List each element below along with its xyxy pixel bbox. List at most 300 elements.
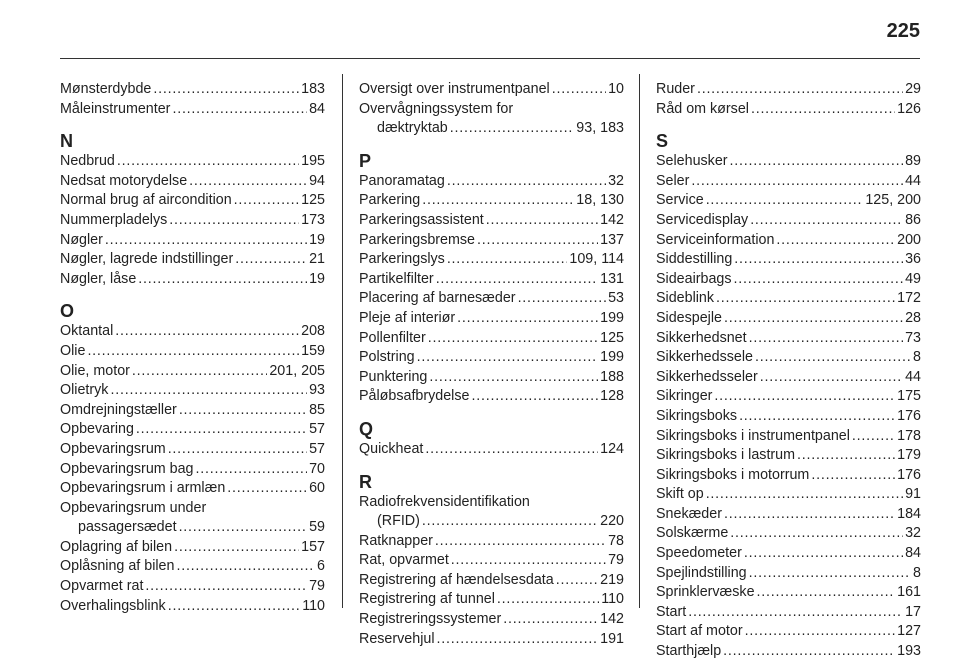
leader-dots xyxy=(169,211,299,231)
index-entry-label: passagersædet xyxy=(78,519,177,536)
index-entry-label: Service xyxy=(656,192,704,209)
index-entry-page: 84 xyxy=(309,100,325,117)
index-entry xyxy=(60,518,325,538)
index-letter-heading: Q xyxy=(359,418,374,439)
index-entry-label: Solskærme xyxy=(656,525,729,542)
index-column-1 xyxy=(60,80,325,616)
index-entry-label: Spejlindstilling xyxy=(656,564,747,581)
index-entry-label: Rat, opvarmet xyxy=(359,552,449,569)
index-entry-page: 17 xyxy=(905,603,921,620)
index-entry xyxy=(60,270,325,290)
index-entry-page: 184 xyxy=(897,505,921,522)
index-entry-page: 172 xyxy=(897,290,921,307)
leader-dots xyxy=(503,610,598,630)
leader-dots xyxy=(750,211,903,231)
index-entry xyxy=(656,231,921,251)
index-entry xyxy=(60,362,325,382)
index-entry-label: Seler xyxy=(656,172,690,189)
leader-dots xyxy=(105,231,307,251)
index-entry-label: Start xyxy=(656,603,687,620)
index-entry-page: 18, 130 xyxy=(576,192,624,209)
index-entry xyxy=(656,466,921,486)
leader-dots xyxy=(518,289,607,309)
index-entry xyxy=(60,322,325,342)
index-entry-label: Serviceinformation xyxy=(656,231,775,248)
index-entry-page: 219 xyxy=(600,571,624,588)
leader-dots xyxy=(435,532,606,552)
index-entry xyxy=(60,440,325,460)
index-entry-label: Nøgler xyxy=(60,231,103,248)
leader-dots xyxy=(497,590,599,610)
index-entry xyxy=(656,642,921,662)
leader-dots xyxy=(745,622,896,642)
leader-dots xyxy=(429,368,598,388)
index-entry xyxy=(359,172,624,192)
leader-dots xyxy=(179,401,307,421)
index-entry-label: Reservehjul xyxy=(359,630,435,647)
leader-dots xyxy=(716,289,895,309)
index-entry-page: 86 xyxy=(905,211,921,228)
leader-dots xyxy=(734,250,903,270)
leader-dots xyxy=(428,329,598,349)
index-entry-multiline xyxy=(359,100,624,139)
leader-dots xyxy=(174,538,299,558)
index-entry-page: 19 xyxy=(309,270,325,287)
leader-dots xyxy=(471,387,598,407)
index-entry-page: 60 xyxy=(309,480,325,497)
leader-dots xyxy=(227,479,307,499)
index-entry-label: Opbevaring xyxy=(60,421,134,438)
index-entry xyxy=(656,211,921,231)
index-entry xyxy=(359,119,624,139)
index-entry xyxy=(656,407,921,427)
index-entry-page: 49 xyxy=(905,270,921,287)
index-entry-label: Opbevaringsrum xyxy=(60,440,166,457)
leader-dots xyxy=(196,460,308,480)
index-entry-label: Skift op xyxy=(656,486,704,503)
index-entry-page: 159 xyxy=(301,342,325,359)
leader-dots xyxy=(457,309,598,329)
index-entry-label: Parkering xyxy=(359,192,421,209)
index-entry xyxy=(60,80,325,100)
index-entry-label: Siddestilling xyxy=(656,251,733,268)
index-entry-label: (RFID) xyxy=(377,513,420,530)
index-entry-label: Mønsterdybde xyxy=(60,81,152,97)
index-entry-label: Placering af barnesæder xyxy=(359,290,516,307)
leader-dots xyxy=(760,368,903,388)
index-entry xyxy=(359,80,624,100)
leader-dots xyxy=(136,420,307,440)
leader-dots xyxy=(145,577,307,597)
index-entry xyxy=(359,250,624,270)
index-entry-page: 175 xyxy=(897,388,921,405)
index-entry xyxy=(60,152,325,172)
index-entry-label: Opbevaringsrum bag xyxy=(60,460,194,477)
leader-dots xyxy=(744,544,903,564)
index-entry xyxy=(60,250,325,270)
index-entry-label: Normal brug af aircondition xyxy=(60,192,232,209)
index-entry xyxy=(60,231,325,251)
index-entry-label: Registrering af hændelsesdata xyxy=(359,571,554,588)
index-entry xyxy=(656,485,921,505)
leader-dots xyxy=(138,270,307,290)
index-entry-page: 125, 200 xyxy=(865,192,921,209)
index-entry-label: Radiofrekvensidentifikation xyxy=(359,493,530,510)
index-entry-label: Omdrejningstæller xyxy=(60,401,177,418)
leader-dots xyxy=(417,348,599,368)
index-entry xyxy=(60,100,325,120)
index-entry-page: 131 xyxy=(600,270,624,287)
index-entry-page: 93 xyxy=(309,382,325,399)
leader-dots xyxy=(422,191,574,211)
leader-dots xyxy=(697,80,903,100)
index-letter-heading: P xyxy=(359,150,372,171)
index-entry-label: Måleinstrumenter xyxy=(60,100,171,117)
index-entry-page: 110 xyxy=(302,597,325,614)
index-entry xyxy=(359,551,624,571)
index-entry xyxy=(656,446,921,466)
leader-dots xyxy=(234,191,299,211)
index-entry-label: Registreringssystemer xyxy=(359,611,502,628)
index-entry xyxy=(656,191,921,211)
leader-dots xyxy=(724,505,895,525)
index-entry xyxy=(60,191,325,211)
leader-dots xyxy=(691,172,903,192)
index-entry-page: 176 xyxy=(897,407,921,424)
index-entry xyxy=(359,610,624,630)
leader-dots xyxy=(749,564,911,584)
index-entry xyxy=(60,538,325,558)
index-entry xyxy=(359,440,624,460)
index-letter-heading: N xyxy=(60,131,73,152)
index-entry-page: 94 xyxy=(309,172,325,189)
leader-dots xyxy=(168,597,301,617)
index-entry xyxy=(656,544,921,564)
index-entry xyxy=(656,172,921,192)
index-entry xyxy=(359,368,624,388)
index-entry-label: Sikringer xyxy=(656,388,713,405)
leader-dots xyxy=(556,571,598,591)
index-entry-page: 200 xyxy=(897,231,921,248)
index-entry-page: 188 xyxy=(600,368,624,385)
index-entry-label: Oplåsning af bilen xyxy=(60,558,175,575)
index-entry-label: Sideblink xyxy=(656,290,715,307)
index-entry xyxy=(656,100,921,120)
index-entry-page: 191 xyxy=(600,630,624,647)
index-entry xyxy=(359,191,624,211)
index-entry-page: 8 xyxy=(913,564,921,581)
index-entry xyxy=(60,577,325,597)
index-entry xyxy=(656,152,921,172)
leader-dots xyxy=(87,342,299,362)
index-entry xyxy=(359,329,624,349)
leader-dots xyxy=(706,191,864,211)
index-entry-label: Start af motor xyxy=(656,623,743,640)
index-entry xyxy=(60,460,325,480)
index-entry-label: Sikkerhedsnet xyxy=(656,329,747,346)
index-entry-label: Sprinklervæske xyxy=(656,584,755,601)
index-entry-page: 193 xyxy=(897,643,921,660)
leader-dots xyxy=(552,80,606,100)
index-entry-page: 10 xyxy=(608,81,624,97)
index-entry-page: 73 xyxy=(905,329,921,346)
leader-dots xyxy=(168,440,307,460)
index-entry xyxy=(656,427,921,447)
index-entry-multiline xyxy=(359,493,624,532)
index-letter-heading: O xyxy=(60,301,75,322)
leader-dots xyxy=(749,329,903,349)
index-entry-page: 128 xyxy=(600,388,624,405)
leader-dots xyxy=(422,512,598,532)
index-entry xyxy=(60,420,325,440)
index-entry-page: 173 xyxy=(301,211,325,228)
index-entry-page: 109, 114 xyxy=(569,251,624,268)
index-entry-label: Overvågningssystem for xyxy=(359,100,514,117)
index-entry xyxy=(60,381,325,401)
index-entry-label: Pollenfilter xyxy=(359,329,426,346)
index-entry-label: Parkeringsassistent xyxy=(359,211,484,228)
index-entry-label: dæktryktab xyxy=(377,120,448,137)
index-entry-page: 44 xyxy=(905,368,921,385)
index-entry-page: 157 xyxy=(301,538,325,555)
leader-dots xyxy=(755,348,911,368)
leader-dots xyxy=(110,381,307,401)
index-entry-page: 183 xyxy=(301,81,325,97)
index-entry-page: 70 xyxy=(309,460,325,477)
leader-dots xyxy=(751,100,895,120)
index-entry-page: 59 xyxy=(309,519,325,536)
index-entry xyxy=(656,583,921,603)
index-entry-label: Olie, motor xyxy=(60,362,130,379)
index-entry-page: 208 xyxy=(301,323,325,340)
index-entry xyxy=(359,512,624,532)
leader-dots xyxy=(797,446,895,466)
index-letter-heading: R xyxy=(359,471,372,492)
leader-dots xyxy=(734,270,904,290)
page-number: 225 xyxy=(886,20,920,42)
index-entry xyxy=(60,211,325,231)
index-entry-page: 142 xyxy=(600,211,624,228)
index-entry xyxy=(359,387,624,407)
index-entry-label: Ratknapper xyxy=(359,532,433,549)
index-entry-page: 78 xyxy=(608,532,624,549)
index-entry-label: Partikelfilter xyxy=(359,270,434,287)
index-entry-label: Sidespejle xyxy=(656,309,722,326)
index-entry-page: 125 xyxy=(600,329,624,346)
leader-dots xyxy=(153,80,299,100)
leader-dots xyxy=(176,557,315,577)
index-entry-multiline xyxy=(60,499,325,538)
leader-dots xyxy=(811,466,895,486)
index-entry xyxy=(60,172,325,192)
leader-dots xyxy=(730,152,904,172)
leader-dots xyxy=(739,407,895,427)
index-entry-page: 110 xyxy=(601,591,624,608)
index-entry xyxy=(656,348,921,368)
index-entry-label: Punktering xyxy=(359,368,428,385)
leader-dots xyxy=(724,309,903,329)
index-entry-label: Starthjælp xyxy=(656,643,722,660)
leader-dots xyxy=(486,211,598,231)
leader-dots xyxy=(706,485,903,505)
leader-dots xyxy=(730,524,903,544)
leader-dots xyxy=(437,630,599,650)
leader-dots xyxy=(477,231,598,251)
index-entry-page: 44 xyxy=(905,172,921,189)
index-entry xyxy=(656,524,921,544)
index-entry xyxy=(656,329,921,349)
index-entry xyxy=(656,270,921,290)
leader-dots xyxy=(235,250,307,270)
leader-dots xyxy=(447,250,568,270)
column-separator xyxy=(342,74,343,608)
index-entry-page: 178 xyxy=(897,427,921,444)
header-rule xyxy=(60,58,920,59)
index-entry-page: 142 xyxy=(600,611,624,628)
index-entry-label: Overhalingsblink xyxy=(60,597,166,614)
index-entry-label: Olietryk xyxy=(60,382,109,399)
index-entry-label: Pleje af interiør xyxy=(359,309,456,326)
index-entry xyxy=(60,479,325,499)
index-entry-label: Sikkerhedsseler xyxy=(656,368,758,385)
index-entry-label: Olie xyxy=(60,342,86,359)
index-entry-page: 127 xyxy=(897,623,921,640)
index-entry-label: Selehusker xyxy=(656,153,728,170)
leader-dots xyxy=(714,387,895,407)
index-entry-page: 8 xyxy=(913,349,921,366)
leader-dots xyxy=(723,642,895,662)
index-entry-label: Panoramatag xyxy=(359,172,445,189)
index-entry xyxy=(656,309,921,329)
index-entry-label: Nedbrud xyxy=(60,153,115,170)
index-entry-page: 85 xyxy=(309,401,325,418)
leader-dots xyxy=(852,427,895,447)
index-entry xyxy=(359,289,624,309)
index-entry-label: Sikringsboks i instrumentpanel xyxy=(656,427,850,444)
index-entry xyxy=(60,557,325,577)
index-entry-label: Speedometer xyxy=(656,545,742,562)
index-entry xyxy=(60,342,325,362)
index-entry xyxy=(60,597,325,617)
index-entry-label: Nøgler, lagrede indstillinger xyxy=(60,251,234,268)
index-entry-page: 29 xyxy=(905,81,921,97)
index-entry-page: 28 xyxy=(905,309,921,326)
index-entry-page: 57 xyxy=(309,421,325,438)
index-entry-page: 179 xyxy=(897,447,921,464)
leader-dots xyxy=(172,100,307,120)
index-entry-page: 176 xyxy=(897,466,921,483)
leader-dots xyxy=(451,551,606,571)
index-entry xyxy=(656,564,921,584)
index-entry xyxy=(656,603,921,623)
index-entry-page: 79 xyxy=(608,552,624,569)
index-entry-page: 53 xyxy=(608,290,624,307)
index-entry-page: 161 xyxy=(897,584,921,601)
index-entry-page: 201, 205 xyxy=(269,362,325,379)
leader-dots xyxy=(436,270,598,290)
leader-dots xyxy=(688,603,903,623)
index-column-3 xyxy=(656,80,921,662)
index-entry-page: 36 xyxy=(905,251,921,268)
leader-dots xyxy=(132,362,267,382)
index-entry-page: 124 xyxy=(600,440,624,457)
index-entry xyxy=(359,211,624,231)
leader-dots xyxy=(776,231,895,251)
index-letter-heading: S xyxy=(656,131,669,152)
index-entry-label: Opbevaringsrum i armlæn xyxy=(60,480,226,497)
index-entry-label: Nummerpladelys xyxy=(60,211,168,228)
index-entry-page: 220 xyxy=(600,513,624,530)
index-entry-label: Snekæder xyxy=(656,505,722,522)
column-separator xyxy=(639,74,640,608)
index-entry xyxy=(359,348,624,368)
index-entry xyxy=(359,309,624,329)
leader-dots xyxy=(447,172,606,192)
index-entry-label: Servicedisplay xyxy=(656,211,749,228)
index-entry-label: Sikkerhedssele xyxy=(656,349,753,366)
index-entry-page: 199 xyxy=(600,309,624,326)
index-entry xyxy=(656,368,921,388)
index-entry xyxy=(656,505,921,525)
index-entry-page: 21 xyxy=(309,251,325,268)
index-entry-page: 32 xyxy=(608,172,624,189)
index-entry-label: Ruder xyxy=(656,81,695,97)
index-entry-label: Råd om kørsel xyxy=(656,100,749,117)
index-entry xyxy=(359,532,624,552)
index-entry-page: 6 xyxy=(317,558,325,575)
index-entry-label: Sideairbags xyxy=(656,270,732,287)
leader-dots xyxy=(117,152,299,172)
index-entry-label: Registrering af tunnel xyxy=(359,591,495,608)
leader-dots xyxy=(115,322,299,342)
index-entry xyxy=(359,270,624,290)
index-entry-page: 19 xyxy=(309,231,325,248)
index-entry xyxy=(656,289,921,309)
index-entry-label: Sikringsboks i motorrum xyxy=(656,466,810,483)
index-entry-page: 199 xyxy=(600,349,624,366)
index-entry-page: 93, 183 xyxy=(576,120,624,137)
index-entry xyxy=(359,630,624,650)
index-entry-label: Polstring xyxy=(359,349,415,366)
index-entry-label: Oplagring af bilen xyxy=(60,538,173,555)
index-entry-page: 89 xyxy=(905,153,921,170)
leader-dots xyxy=(757,583,896,603)
index-entry-label: Sikringsboks xyxy=(656,407,738,424)
index-entry-label: Påløbsafbrydelse xyxy=(359,388,470,405)
index-entry-label: Nøgler, låse xyxy=(60,270,137,287)
index-column-2 xyxy=(359,80,624,649)
index-entry-page: 32 xyxy=(905,525,921,542)
index-entry-label: Opvarmet rat xyxy=(60,578,144,595)
index-entry xyxy=(656,387,921,407)
leader-dots xyxy=(450,119,575,139)
index-entry-label: Quickheat xyxy=(359,440,424,457)
index-entry xyxy=(656,80,921,100)
index-entry xyxy=(60,401,325,421)
index-entry-page: 126 xyxy=(897,100,921,117)
index-entry-label: Opbevaringsrum under xyxy=(60,499,207,516)
index-entry-label: Sikringsboks i lastrum xyxy=(656,447,796,464)
index-entry-label: Nedsat motorydelse xyxy=(60,172,188,189)
index-entry xyxy=(656,250,921,270)
leader-dots xyxy=(189,172,307,192)
index-entry xyxy=(656,622,921,642)
index-entry-label: Oversigt over instrumentpanel xyxy=(359,81,550,97)
leader-dots xyxy=(425,440,598,460)
index-entry-page: 57 xyxy=(309,440,325,457)
index-entry-page: 91 xyxy=(905,486,921,503)
index-entry-page: 137 xyxy=(600,231,624,248)
